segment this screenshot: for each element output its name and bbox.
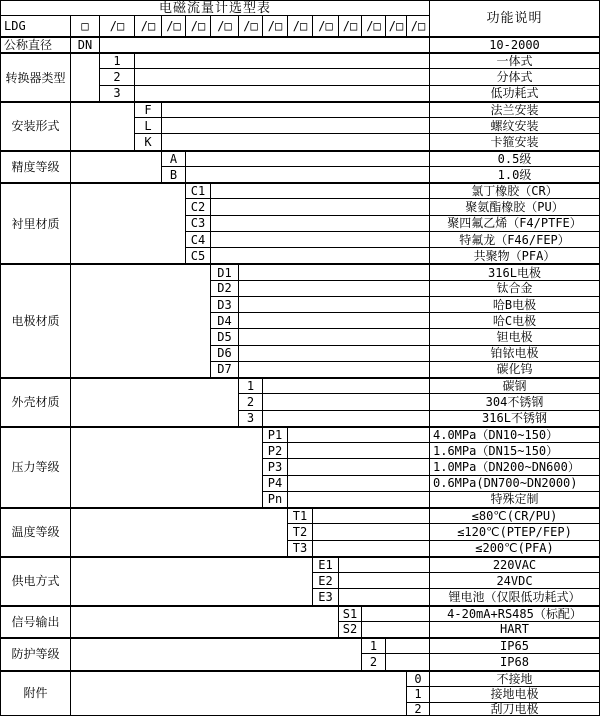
- spacer-cell: [135, 53, 429, 68]
- code-cell: D5: [211, 329, 238, 344]
- spacer-cell: [313, 541, 429, 556]
- code-cell: S2: [339, 622, 361, 637]
- desc-cell: ≤200℃(PFA): [430, 541, 599, 556]
- spacer-cell: [239, 313, 429, 328]
- spacer-cell: [239, 297, 429, 312]
- desc-cell: 法兰安装: [430, 102, 599, 117]
- model-slot-cell: /□: [135, 16, 161, 36]
- desc-cell: 钽电极: [430, 329, 599, 344]
- desc-cell: 特殊定制: [430, 492, 599, 507]
- desc-cell: 220VAC: [430, 557, 599, 572]
- spacer-cell: [71, 427, 262, 507]
- spacer-cell: [239, 281, 429, 296]
- spacer-cell: [263, 394, 429, 409]
- model-slot-cell: /□: [186, 16, 210, 36]
- code-cell: T3: [288, 541, 312, 556]
- spacer-cell: [71, 151, 161, 182]
- table-title: 电磁流量计选型表: [1, 1, 429, 15]
- spacer-cell: [313, 508, 429, 523]
- desc-cell: 一体式: [430, 53, 599, 68]
- spacer-cell: [135, 69, 429, 84]
- desc-cell: 碳钢: [430, 378, 599, 393]
- model-slot-cell: /□: [100, 16, 134, 36]
- spacer-cell: [162, 102, 429, 117]
- spacer-cell: [288, 492, 429, 507]
- category-label: 信号输出: [1, 606, 70, 637]
- spacer-cell: [386, 654, 429, 669]
- code-cell: C4: [186, 232, 210, 247]
- model-slot-cell: /□: [313, 16, 338, 36]
- category-label: 供电方式: [1, 557, 70, 605]
- desc-cell: 低功耗式: [430, 86, 599, 101]
- desc-cell: 10-2000: [430, 37, 599, 52]
- desc-cell: 聚氨酯橡胶（PU）: [430, 199, 599, 214]
- spacer-cell: [71, 264, 210, 377]
- desc-cell: 碳化钨: [430, 362, 599, 377]
- spacer-cell: [263, 411, 429, 426]
- spacer-cell: [71, 102, 134, 150]
- code-cell: E3: [313, 589, 338, 604]
- spacer-cell: [71, 378, 238, 426]
- code-cell: C3: [186, 216, 210, 231]
- spacer-cell: [339, 557, 429, 572]
- spacer-cell: [100, 37, 429, 52]
- spacer-cell: [71, 638, 361, 669]
- model-slot-cell: /□: [211, 16, 238, 36]
- code-cell: 1: [239, 378, 262, 393]
- code-cell: E2: [313, 573, 338, 588]
- desc-cell: 哈C电极: [430, 313, 599, 328]
- category-label: 衬里材质: [1, 183, 70, 263]
- spacer-cell: [263, 378, 429, 393]
- desc-cell: 4.0MPa（DN10~150）: [430, 427, 599, 442]
- code-cell: DN: [71, 37, 99, 52]
- desc-cell: 0.5级: [430, 151, 599, 166]
- category-label: 转换器类型: [1, 53, 70, 101]
- spacer-cell: [71, 671, 406, 716]
- category-label: 温度等级: [1, 508, 70, 556]
- spacer-cell: [71, 557, 312, 605]
- category-label: 电极材质: [1, 264, 70, 377]
- spacer-cell: [339, 573, 429, 588]
- code-cell: 2: [100, 69, 134, 84]
- code-cell: 1: [362, 638, 385, 653]
- code-cell: D7: [211, 362, 238, 377]
- model-slot-cell: /□: [162, 16, 185, 36]
- spacer-cell: [239, 329, 429, 344]
- desc-cell: 不接地: [430, 671, 599, 686]
- desc-cell: 钛合金: [430, 281, 599, 296]
- code-cell: 2: [362, 654, 385, 669]
- desc-cell: 24VDC: [430, 573, 599, 588]
- spacer-cell: [186, 167, 429, 182]
- desc-cell: HART: [430, 622, 599, 637]
- desc-cell: ≤80℃(CR/PU): [430, 508, 599, 523]
- spacer-cell: [288, 443, 429, 458]
- spacer-cell: [211, 232, 429, 247]
- desc-cell: ≤120℃(PTEP/FEP): [430, 524, 599, 539]
- spacer-cell: [288, 476, 429, 491]
- spacer-cell: [186, 151, 429, 166]
- code-cell: T1: [288, 508, 312, 523]
- desc-cell: 304不锈钢: [430, 394, 599, 409]
- desc-cell: 1.6MPa（DN15~150）: [430, 443, 599, 458]
- spacer-cell: [211, 199, 429, 214]
- category-label: 压力等级: [1, 427, 70, 507]
- spacer-cell: [313, 524, 429, 539]
- desc-cell: 卡箍安装: [430, 134, 599, 149]
- model-slot-cell: /□: [263, 16, 287, 36]
- code-cell: T2: [288, 524, 312, 539]
- code-cell: S1: [339, 606, 361, 621]
- code-cell: 0: [407, 671, 429, 686]
- code-cell: 2: [407, 703, 429, 715]
- model-slot-cell: /□: [386, 16, 406, 36]
- model-slot-cell: /□: [362, 16, 385, 36]
- code-cell: C2: [186, 199, 210, 214]
- code-cell: L: [135, 118, 161, 133]
- code-cell: P1: [263, 427, 287, 442]
- spacer-cell: [288, 427, 429, 442]
- code-cell: A: [162, 151, 185, 166]
- desc-cell: 316L不锈钢: [430, 411, 599, 426]
- desc-cell: 分体式: [430, 69, 599, 84]
- spacer-cell: [362, 622, 429, 637]
- code-cell: 3: [100, 86, 134, 101]
- spacer-cell: [239, 264, 429, 279]
- spacer-cell: [162, 118, 429, 133]
- code-cell: F: [135, 102, 161, 117]
- category-label: 精度等级: [1, 151, 70, 182]
- function-column-header: 功能说明: [430, 1, 599, 36]
- desc-cell: IP65: [430, 638, 599, 653]
- desc-cell: 铂铱电极: [430, 346, 599, 361]
- spacer-cell: [339, 589, 429, 604]
- model-box-cell: □: [71, 16, 99, 36]
- code-cell: K: [135, 134, 161, 149]
- category-label: 防护等级: [1, 638, 70, 669]
- spacer-cell: [135, 86, 429, 101]
- model-slot-cell: /□: [239, 16, 262, 36]
- desc-cell: 螺纹安装: [430, 118, 599, 133]
- code-cell: D2: [211, 281, 238, 296]
- category-label: 公称直径: [1, 37, 70, 52]
- code-cell: 2: [239, 394, 262, 409]
- desc-cell: 1.0级: [430, 167, 599, 182]
- desc-cell: 共聚物（PFA）: [430, 248, 599, 263]
- spacer-cell: [71, 508, 287, 556]
- spacer-cell: [362, 606, 429, 621]
- desc-cell: 锂电池（仅限低功耗式）: [430, 589, 599, 604]
- code-cell: P3: [263, 459, 287, 474]
- code-cell: B: [162, 167, 185, 182]
- code-cell: P4: [263, 476, 287, 491]
- spacer-cell: [239, 362, 429, 377]
- category-label: 外壳材质: [1, 378, 70, 426]
- spacer-cell: [211, 248, 429, 263]
- desc-cell: 氯丁橡胶（CR）: [430, 183, 599, 198]
- desc-cell: 接地电极: [430, 687, 599, 702]
- code-cell: D4: [211, 313, 238, 328]
- spacer-cell: [288, 459, 429, 474]
- spacer-cell: [71, 183, 185, 263]
- code-cell: D1: [211, 264, 238, 279]
- spacer-cell: [211, 183, 429, 198]
- code-cell: 3: [239, 411, 262, 426]
- model-slot-cell: /□: [407, 16, 429, 36]
- desc-cell: 聚四氟乙烯（F4/PTFE）: [430, 216, 599, 231]
- desc-cell: IP68: [430, 654, 599, 669]
- model-prefix-cell: LDG: [1, 16, 70, 36]
- model-slot-cell: /□: [288, 16, 312, 36]
- spacer-cell: [386, 638, 429, 653]
- code-cell: E1: [313, 557, 338, 572]
- code-cell: Pn: [263, 492, 287, 507]
- desc-cell: 哈B电极: [430, 297, 599, 312]
- code-cell: C1: [186, 183, 210, 198]
- spacer-cell: [71, 606, 338, 637]
- spacer-cell: [239, 346, 429, 361]
- desc-cell: 1.0MPa（DN200~DN600）: [430, 459, 599, 474]
- code-cell: D3: [211, 297, 238, 312]
- desc-cell: 4-20mA+RS485（标配）: [430, 606, 599, 621]
- desc-cell: 特氟龙（F46/FEP）: [430, 232, 599, 247]
- desc-cell: 0.6MPa(DN700~DN2000): [430, 476, 599, 491]
- code-cell: C5: [186, 248, 210, 263]
- code-cell: P2: [263, 443, 287, 458]
- model-slot-cell: /□: [339, 16, 361, 36]
- spacer-cell: [211, 216, 429, 231]
- spacer-cell: [71, 53, 99, 101]
- category-label: 附件: [1, 671, 70, 716]
- code-cell: D6: [211, 346, 238, 361]
- desc-cell: 刮刀电极: [430, 703, 599, 715]
- code-cell: 1: [100, 53, 134, 68]
- code-cell: 1: [407, 687, 429, 702]
- category-label: 安装形式: [1, 102, 70, 150]
- desc-cell: 316L电极: [430, 264, 599, 279]
- spacer-cell: [162, 134, 429, 149]
